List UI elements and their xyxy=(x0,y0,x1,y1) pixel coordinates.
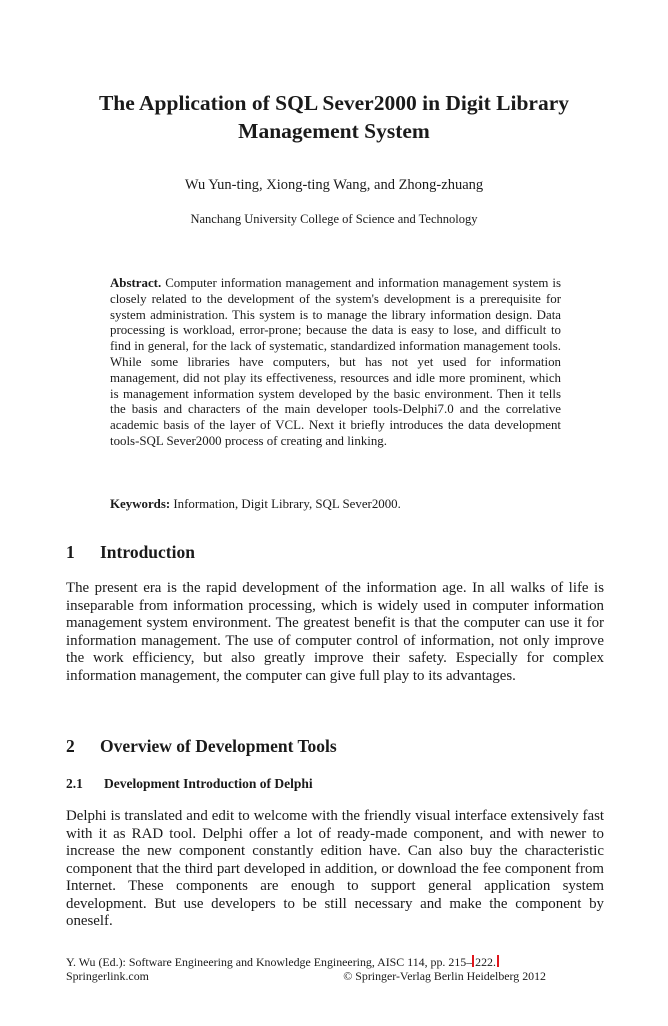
title-line-1: The Application of SQL Sever2000 in Digit Library xyxy=(98,91,570,115)
paper-title xyxy=(60,89,608,145)
delphi-paragraph: Delphi is translated and edit to welcome with the friendly visual interface extensively fast with it as RAD tool. Delphi offer a lot of ready-made component, and with newer to increase the new component constantly edition have. Can also buy the characteristic component that the third part developed in addition, or download the fee component from Internet. These components are enough to support general application system development. But use developers to be still necessary and make the component by oneself. xyxy=(66,808,604,929)
abstract-text: Computer information management and information management system is closely related to the development of the system's development is a prerequisite for system administration. This system is to manage the library information design. Data processing is workload, error-prone; because the data is easy to lose, and difficult to find in general, for the lack of systematic, standardized information management tools. While some libraries have computers, but has not yet used for information management, did not play its effectiveness, resources and idle more prominent, which is management information system developed by the basic environment. Then it tells the basis and characters of the main developer tools-Delphi7.0 and the correlative academic basis of the layer of VCL. Next it briefly introduces the data development tools-SQL Sever2000 process of creating and linking. xyxy=(110,276,561,448)
abstract xyxy=(110,276,561,450)
keywords xyxy=(110,496,561,512)
keywords-label: Keywords: xyxy=(110,497,171,511)
section-number: 1 xyxy=(66,542,75,562)
citation-prefix: Y. Wu (Ed.): Software Engineering and Knowledge Engineering, AISC 114, pp. 215– xyxy=(66,955,473,969)
publisher-site: Springerlink.com xyxy=(66,969,149,983)
link-annotation-marker-end xyxy=(497,955,499,967)
section-heading-overview xyxy=(66,735,337,757)
publisher-line xyxy=(66,969,546,983)
title-line-2: Management System xyxy=(238,119,430,143)
abstract-label: Abstract. xyxy=(110,276,162,290)
section-title: Introduction xyxy=(100,542,195,562)
subsection-heading-delphi xyxy=(66,775,313,793)
introduction-paragraph: The present era is the rapid development of the information age. In all walks of life is inseparable from information processing, which is widely used in computer information management system environment. The greatest benefit is that the computer can use it for information management. The use of computer control of information, not only improve the work efficiency, but also greatly improve their safety. Especially for complex information management, the computer can give full play to its advantages. xyxy=(66,580,604,684)
affiliation: Nanchang University College of Science and Technology xyxy=(190,212,478,226)
subsection-title: Development Introduction of Delphi xyxy=(104,776,313,791)
section-title: Overview of Development Tools xyxy=(100,736,337,756)
citation-line xyxy=(66,955,546,969)
copyright-notice: © Springer-Verlag Berlin Heidelberg 2012 xyxy=(343,969,546,983)
keywords-text: Information, Digit Library, SQL Sever2000. xyxy=(173,497,401,511)
page-end-link[interactable]: 222. xyxy=(475,955,496,969)
authors: Wu Yun-ting, Xiong-ting Wang, and Zhong-zhuang xyxy=(184,177,484,193)
section-number: 2 xyxy=(66,736,75,756)
section-heading-introduction xyxy=(66,541,195,563)
page-footer xyxy=(66,955,546,983)
subsection-number: 2.1 xyxy=(66,776,83,791)
